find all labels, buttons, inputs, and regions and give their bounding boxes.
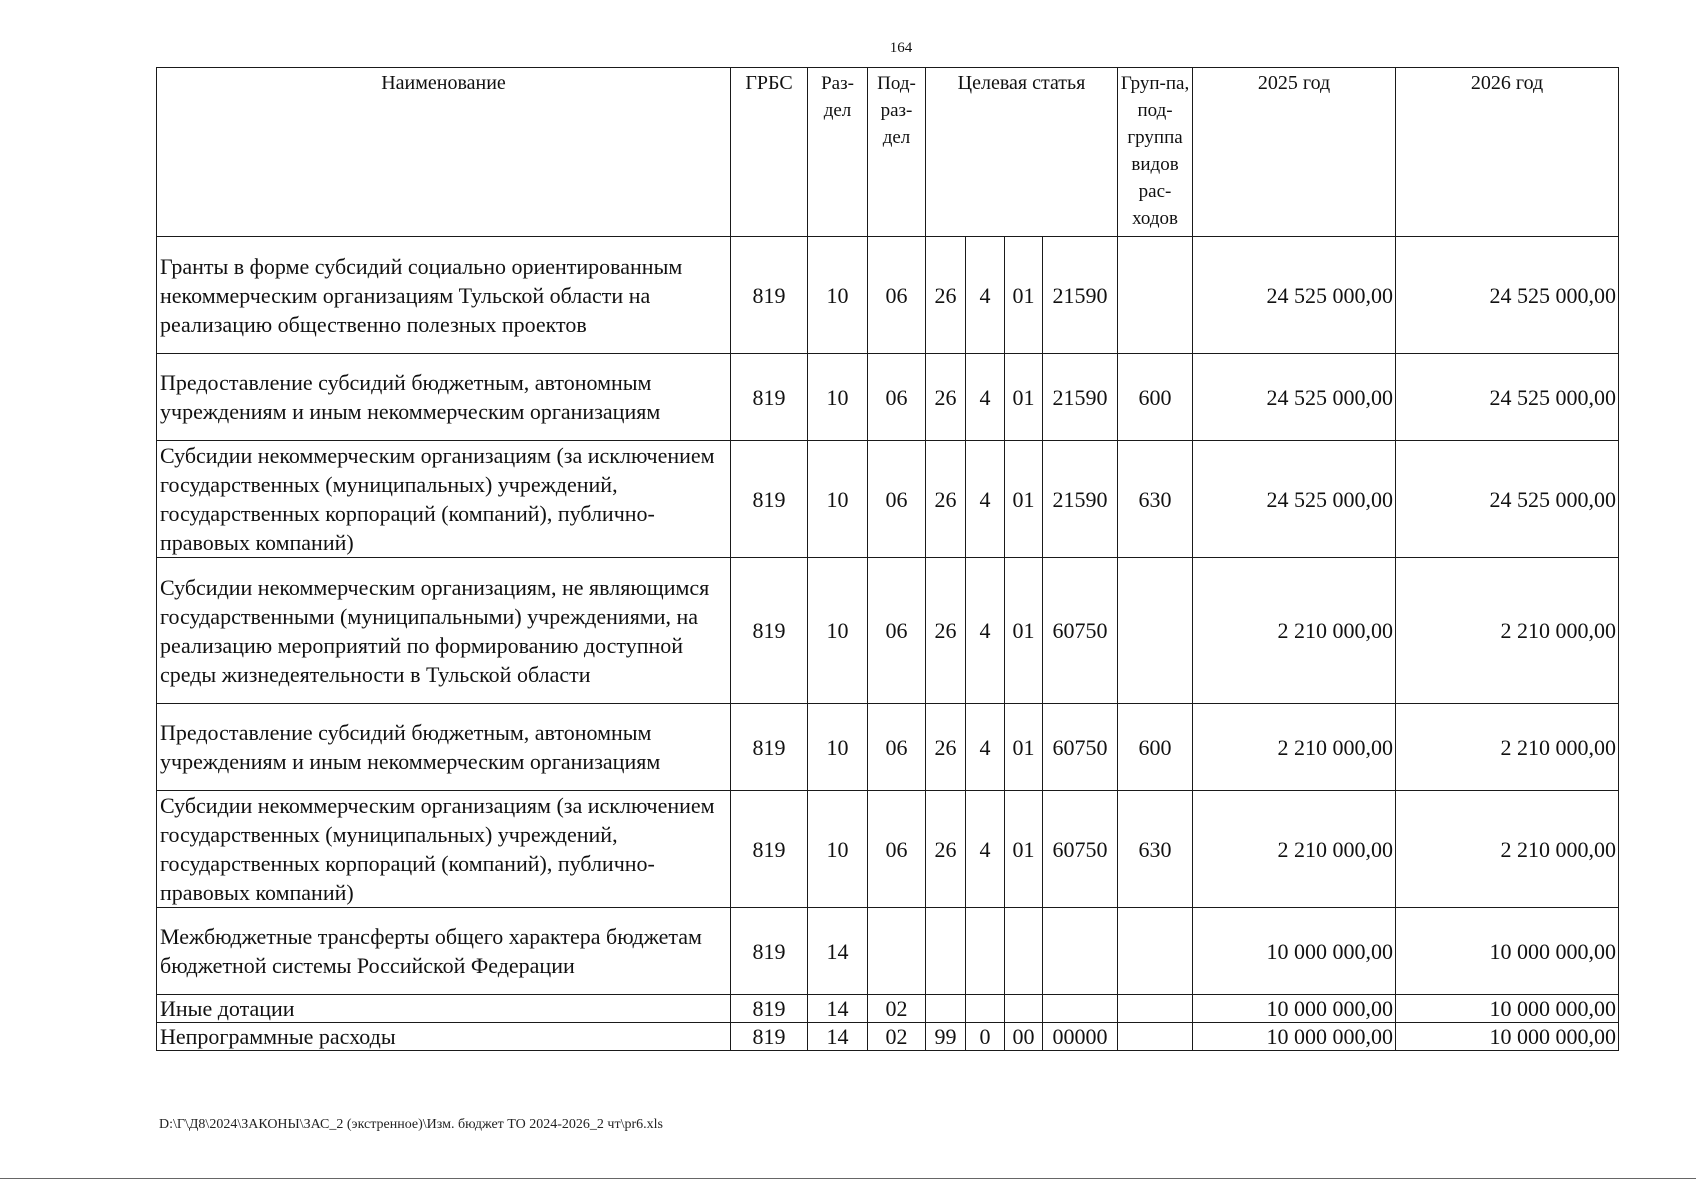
header-name: Наименование — [157, 68, 731, 237]
target-program-cell: 26 — [926, 791, 966, 908]
header-grbs: ГРБС — [731, 68, 808, 237]
table-row — [157, 995, 1619, 1023]
target-event-cell: 01 — [1005, 441, 1043, 558]
budget-table — [156, 67, 1619, 1051]
target-direction-cell: 00000 — [1043, 1023, 1118, 1051]
amount-2025-cell: 10 000 000,00 — [1193, 908, 1396, 995]
file-path-footer: D:\Г\Д8\2024\ЗАКОНЫ\ЗАС_2 (экстренное)\Изм. бюджет ТО 2024-2026_2 чт\pr6.xls — [159, 1117, 663, 1132]
podrazdel-cell: 02 — [868, 1023, 926, 1051]
target-event-cell: 01 — [1005, 704, 1043, 791]
target-direction-cell: 21590 — [1043, 441, 1118, 558]
target-subprogram-cell: 4 — [966, 441, 1005, 558]
target-program-cell: 99 — [926, 1023, 966, 1051]
target-direction-cell: 60750 — [1043, 558, 1118, 704]
target-event-cell: 01 — [1005, 791, 1043, 908]
table-row — [157, 791, 1619, 908]
header-celevaya-statya: Целевая статья — [926, 68, 1118, 237]
expense-type-cell — [1118, 558, 1193, 704]
amount-2026-cell: 24 525 000,00 — [1396, 237, 1619, 354]
bottom-divider — [0, 1178, 1696, 1179]
row-name-cell: Предоставление субсидий бюджетным, автономным учреждениям и иным некоммерческим организациям — [157, 704, 731, 791]
target-subprogram-cell: 4 — [966, 704, 1005, 791]
amount-2025-cell: 2 210 000,00 — [1193, 704, 1396, 791]
table-row — [157, 558, 1619, 704]
target-subprogram-cell: 4 — [966, 558, 1005, 704]
podrazdel-cell: 06 — [868, 791, 926, 908]
target-program-cell: 26 — [926, 354, 966, 441]
header-vid-rashodov-text: Груп-па, под-группа видов рас-ходов — [1120, 73, 1190, 229]
grbs-cell: 819 — [731, 704, 808, 791]
target-subprogram-cell — [966, 908, 1005, 995]
target-subprogram-cell: 0 — [966, 1023, 1005, 1051]
grbs-cell: 819 — [731, 1023, 808, 1051]
expense-type-cell — [1118, 908, 1193, 995]
expense-type-cell: 600 — [1118, 704, 1193, 791]
target-program-cell: 26 — [926, 441, 966, 558]
grbs-cell: 819 — [731, 995, 808, 1023]
amount-2026-cell: 2 210 000,00 — [1396, 791, 1619, 908]
target-event-cell: 00 — [1005, 1023, 1043, 1051]
table-row — [157, 1023, 1619, 1051]
page-number: 164 — [889, 40, 913, 56]
target-direction-cell: 21590 — [1043, 354, 1118, 441]
amount-2025-cell: 24 525 000,00 — [1193, 441, 1396, 558]
razdel-cell: 10 — [808, 558, 868, 704]
razdel-cell: 14 — [808, 1023, 868, 1051]
target-event-cell: 01 — [1005, 354, 1043, 441]
podrazdel-cell: 02 — [868, 995, 926, 1023]
razdel-cell: 10 — [808, 237, 868, 354]
amount-2025-cell: 2 210 000,00 — [1193, 558, 1396, 704]
header-razdel-text: Раз-дел — [821, 73, 854, 121]
expense-type-cell: 630 — [1118, 791, 1193, 908]
table-row — [157, 908, 1619, 995]
target-event-cell: 01 — [1005, 558, 1043, 704]
target-program-cell — [926, 995, 966, 1023]
target-event-cell: 01 — [1005, 237, 1043, 354]
header-podrazdel-text: Под-раз-дел — [877, 73, 916, 148]
podrazdel-cell: 06 — [868, 237, 926, 354]
row-name-cell: Непрограммные расходы — [157, 1023, 731, 1051]
row-name-cell: Субсидии некоммерческим организациям (за исключением государственных (муниципальных) учреждений, государственных корпораций (компаний), публично-правовых компаний) — [157, 441, 731, 558]
grbs-cell: 819 — [731, 441, 808, 558]
podrazdel-cell: 06 — [868, 558, 926, 704]
amount-2025-cell: 24 525 000,00 — [1193, 237, 1396, 354]
row-name-cell: Субсидии некоммерческим организациям, не являющимся государственными (муниципальными) учреждениями, на реализацию мероприятий по формированию доступной среды жизнедеятельности в Тульской области — [157, 558, 731, 704]
target-subprogram-cell: 4 — [966, 237, 1005, 354]
grbs-cell: 819 — [731, 558, 808, 704]
target-event-cell — [1005, 908, 1043, 995]
table-row — [157, 441, 1619, 558]
header-2025: 2025 год — [1193, 68, 1396, 237]
razdel-cell: 10 — [808, 791, 868, 908]
header-vid-rashodov — [1118, 68, 1193, 237]
header-razdel — [808, 68, 868, 237]
expense-type-cell — [1118, 995, 1193, 1023]
expense-type-cell: 600 — [1118, 354, 1193, 441]
amount-2026-cell: 24 525 000,00 — [1396, 441, 1619, 558]
row-name-cell: Иные дотации — [157, 995, 731, 1023]
target-direction-cell: 60750 — [1043, 791, 1118, 908]
row-name-cell: Субсидии некоммерческим организациям (за исключением государственных (муниципальных) учреждений, государственных корпораций (компаний), публично-правовых компаний) — [157, 791, 731, 908]
table-header-row — [157, 68, 1619, 237]
table-row — [157, 237, 1619, 354]
table-row — [157, 354, 1619, 441]
target-program-cell — [926, 908, 966, 995]
amount-2026-cell: 2 210 000,00 — [1396, 704, 1619, 791]
target-subprogram-cell — [966, 995, 1005, 1023]
grbs-cell: 819 — [731, 354, 808, 441]
podrazdel-cell: 06 — [868, 354, 926, 441]
target-subprogram-cell: 4 — [966, 791, 1005, 908]
expense-type-cell — [1118, 1023, 1193, 1051]
podrazdel-cell: 06 — [868, 441, 926, 558]
target-direction-cell: 60750 — [1043, 704, 1118, 791]
target-direction-cell — [1043, 995, 1118, 1023]
amount-2026-cell: 10 000 000,00 — [1396, 1023, 1619, 1051]
amount-2026-cell: 2 210 000,00 — [1396, 558, 1619, 704]
razdel-cell: 14 — [808, 995, 868, 1023]
amount-2025-cell: 10 000 000,00 — [1193, 1023, 1396, 1051]
header-2026: 2026 год — [1396, 68, 1619, 237]
amount-2025-cell: 24 525 000,00 — [1193, 354, 1396, 441]
target-program-cell: 26 — [926, 704, 966, 791]
razdel-cell: 10 — [808, 354, 868, 441]
expense-type-cell: 630 — [1118, 441, 1193, 558]
amount-2026-cell: 24 525 000,00 — [1396, 354, 1619, 441]
header-podrazdel — [868, 68, 926, 237]
podrazdel-cell: 06 — [868, 704, 926, 791]
table-row — [157, 704, 1619, 791]
grbs-cell: 819 — [731, 908, 808, 995]
row-name-cell: Предоставление субсидий бюджетным, автономным учреждениям и иным некоммерческим организациям — [157, 354, 731, 441]
amount-2025-cell: 2 210 000,00 — [1193, 791, 1396, 908]
target-program-cell: 26 — [926, 558, 966, 704]
target-program-cell: 26 — [926, 237, 966, 354]
target-direction-cell — [1043, 908, 1118, 995]
razdel-cell: 10 — [808, 441, 868, 558]
target-subprogram-cell: 4 — [966, 354, 1005, 441]
amount-2026-cell: 10 000 000,00 — [1396, 995, 1619, 1023]
row-name-cell: Межбюджетные трансферты общего характера бюджетам бюджетной системы Российской Федерации — [157, 908, 731, 995]
amount-2025-cell: 10 000 000,00 — [1193, 995, 1396, 1023]
razdel-cell: 10 — [808, 704, 868, 791]
expense-type-cell — [1118, 237, 1193, 354]
row-name-cell: Гранты в форме субсидий социально ориентированным некоммерческим организациям Тульской области на реализацию общественно полезных проектов — [157, 237, 731, 354]
razdel-cell: 14 — [808, 908, 868, 995]
target-direction-cell: 21590 — [1043, 237, 1118, 354]
grbs-cell: 819 — [731, 791, 808, 908]
target-event-cell — [1005, 995, 1043, 1023]
podrazdel-cell — [868, 908, 926, 995]
amount-2026-cell: 10 000 000,00 — [1396, 908, 1619, 995]
grbs-cell: 819 — [731, 237, 808, 354]
